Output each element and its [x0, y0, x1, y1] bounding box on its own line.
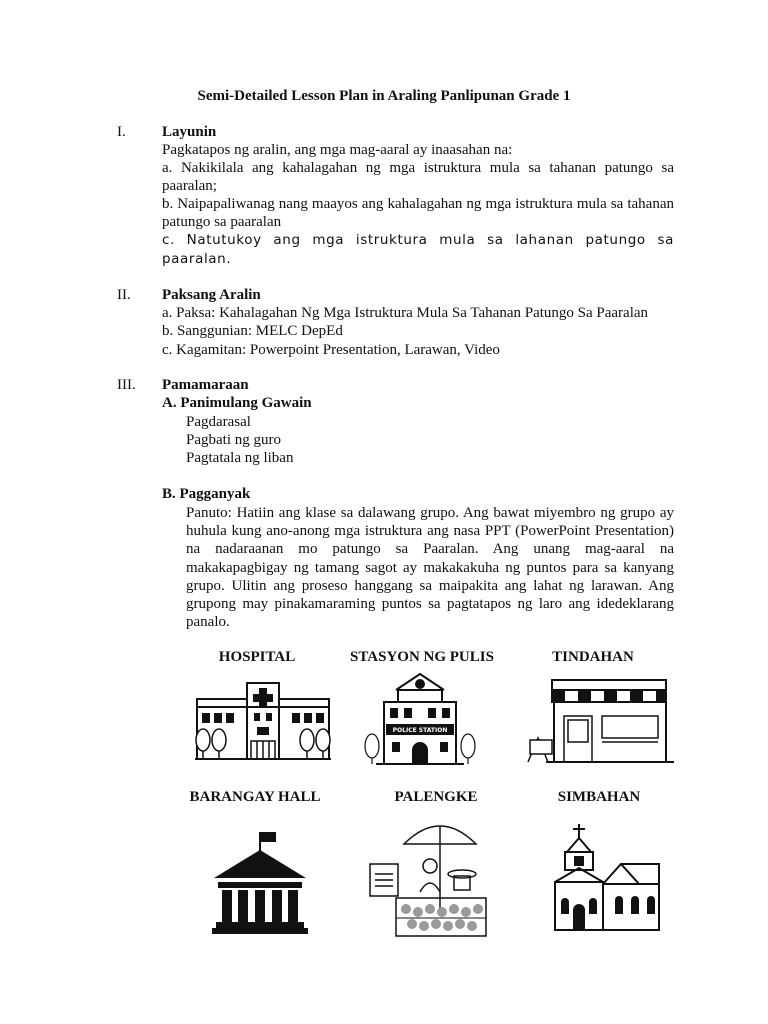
label-market: PALENGKE	[394, 789, 478, 805]
label-barangay-hall: BARANGAY HALL	[189, 789, 321, 805]
topic-line: a. Paksa: Kahalagahan Ng Mga Istruktura Mula Sa Tahanan Patungo Sa Paaralan	[162, 305, 649, 321]
barangay-hall-icon	[208, 826, 312, 936]
objective-a: a. Nakikilala ang kahalagahan ng mga istruktura mula sa tahanan patungo sa paaralan;	[162, 160, 674, 194]
market-icon	[366, 814, 496, 938]
reference-line: b. Sanggunian: MELC DepEd	[162, 323, 343, 339]
section-1-number: I.	[117, 124, 126, 140]
objective-b: b. Naipapaliwanag nang maayos ang kahalagahan ng mga istruktura mula sa tahanan patungo sa paaralan	[162, 196, 674, 230]
document-title: Semi-Detailed Lesson Plan in Araling Panlipunan Grade 1	[197, 88, 571, 104]
activity-item-1: Pagdarasal	[186, 414, 251, 430]
label-police-station: STASYON NG PULIS	[350, 649, 494, 665]
motivation-instructions: Panuto: Hatiin ang klase sa dalawang grupo. Ang bawat miyembro ng grupo ay huhula kung ano-anong mga istruktura ang nasa PPT (PowerPoint Presentation) na nadaraanan mo patungo sa Paaralan. Ang unang mag-aaral na makakapagbigay ng tamang sagot ay makakakuha ng puntos para sa kanyang grupo. Ulitin ang proseso hanggang sa maipakita ang lahat ng larawan. Ang grupong may pinakamaraming puntos sa pagtatapos ng laro ang idedeklarang panalo.	[186, 505, 674, 631]
police-station-sign: POLICE STATION	[392, 727, 448, 734]
activity-item-3: Pagtatala ng liban	[186, 450, 294, 466]
section-1-intro: Pagkatapos ng aralin, ang mga mag-aaral ay inaasahan na:	[162, 142, 513, 158]
section-1-heading: Layunin	[162, 124, 217, 140]
church-icon	[543, 822, 665, 932]
subsection-a-heading: A. Panimulang Gawain	[162, 395, 312, 411]
activity-item-2: Pagbati ng guro	[186, 432, 281, 448]
label-hospital: HOSPITAL	[218, 649, 296, 665]
hospital-icon	[193, 677, 333, 767]
section-2-heading: Paksang Aralin	[162, 287, 261, 303]
police-station-icon	[360, 668, 480, 770]
label-church: SIMBAHAN	[557, 789, 641, 805]
label-store: TINDAHAN	[552, 649, 634, 665]
section-2-number: II.	[117, 287, 131, 303]
materials-line: c. Kagamitan: Powerpoint Presentation, Larawan, Video	[162, 342, 500, 358]
section-3-number: III.	[117, 377, 136, 393]
subsection-b-heading: B. Pagganyak	[162, 486, 251, 502]
section-3-heading: Pamamaraan	[162, 377, 249, 393]
store-icon	[522, 676, 680, 768]
objective-c: c. Natutukoy ang mga istruktura mula sa lahanan patungo sa paaralan.	[162, 232, 674, 267]
